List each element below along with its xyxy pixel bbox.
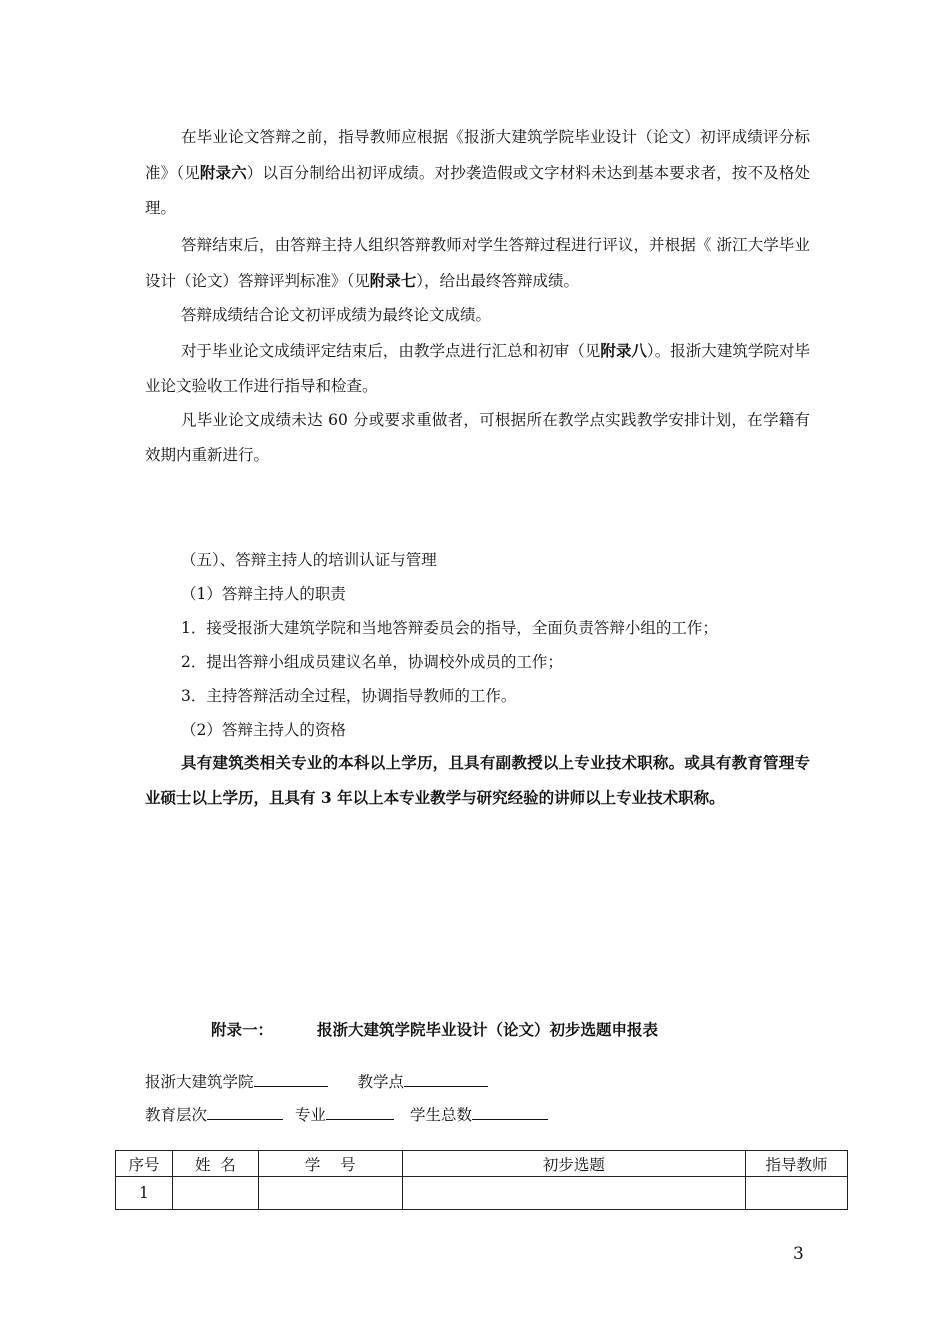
form-line-2	[145, 1103, 548, 1125]
school-blank[interactable]	[254, 1070, 328, 1087]
paragraph-text: 答辩成绩结合论文初评成绩为最终论文成绩。	[181, 306, 492, 324]
site-label: 教学点	[357, 1073, 405, 1091]
header-advisor: 指导教师	[746, 1151, 848, 1177]
paragraph-text: ）。报浙大建筑学院对毕业论文验收工作进行指导和检查。	[145, 342, 810, 395]
cell-advisor[interactable]	[746, 1177, 848, 1210]
duty-item-1: 1．接受报浙大建筑学院和当地答辩委员会的指导，全面负责答辩小组的工作；	[181, 619, 718, 637]
page-number: 3	[793, 1244, 804, 1264]
site-blank[interactable]	[404, 1070, 488, 1087]
header-student-id: 学 号	[258, 1151, 402, 1177]
level-label: 教育层次	[145, 1106, 208, 1124]
cell-name[interactable]	[172, 1177, 258, 1210]
cell-student-id[interactable]	[258, 1177, 402, 1210]
appendix-ref: 附录八	[600, 341, 647, 360]
paragraph-text: 答辩结束后，由答辩主持人组织答辩教师对学生答辩过程进行评议，并根据《 浙江大学毕业设计（论文）答辩评判标准》（见	[145, 236, 810, 290]
appendix-heading	[211, 1018, 658, 1040]
appendix-label: 附录一：	[211, 1020, 274, 1039]
paragraph-initial-grading	[145, 120, 810, 226]
level-blank[interactable]	[207, 1103, 283, 1120]
header-index: 序号	[116, 1151, 173, 1177]
total-label: 学生总数	[410, 1106, 473, 1124]
paragraph-redo	[145, 403, 810, 473]
school-label: 报浙大建筑学院	[145, 1073, 254, 1091]
form-line-1	[145, 1070, 488, 1092]
paragraph-text: 凡毕业论文成绩未达 60 分或要求重做者，可根据所在教学点实践教学安排计划，在学籍有效期内重新进行。	[145, 411, 810, 464]
paragraph-combined-score	[145, 298, 810, 333]
qualification-text: 具有建筑类相关专业的本科以上学历，且具有副教授以上专业技术职称。或具有教育管理专业硕士以上学历，且具有 3 年以上本专业教学与研究经验的讲师以上专业技术职称。	[145, 753, 810, 807]
subsection-duties: （1）答辩主持人的职责	[181, 585, 346, 603]
paragraph-summary-review	[145, 333, 810, 404]
header-topic: 初步选题	[402, 1151, 745, 1177]
duty-item-2: 2．提出答辩小组成员建议名单，协调校外成员的工作；	[181, 653, 563, 671]
table-header-row	[116, 1151, 848, 1177]
paragraph-final-grading	[145, 228, 810, 299]
appendix-title: 报浙大建筑学院毕业设计（论文）初步选题申报表	[317, 1020, 659, 1039]
header-name: 姓 名	[172, 1151, 258, 1177]
paragraph-text: 在毕业论文答辩之前，指导教师应根据《报浙大建筑学院毕业设计（论文）初评成绩评分标准》（见	[145, 128, 810, 182]
total-blank[interactable]	[472, 1103, 548, 1120]
paragraph-text: ），给出最终答辩成绩。	[416, 272, 580, 290]
cell-topic[interactable]	[402, 1177, 745, 1210]
subsection-qualifications: （2）答辩主持人的资格	[181, 721, 346, 739]
paragraph-text: 对于毕业论文成绩评定结束后，由教学点进行汇总和初审（见	[181, 342, 601, 360]
topic-table	[115, 1150, 848, 1210]
appendix-ref: 附录七	[369, 271, 417, 290]
appendix-ref: 附录六	[199, 163, 247, 182]
major-blank[interactable]	[326, 1103, 394, 1120]
duty-item-3: 3．主持答辩活动全过程，协调指导教师的工作。	[181, 687, 517, 705]
table-row	[116, 1177, 848, 1210]
paragraph-text: ）以百分制给出初评成绩。对抄袭造假或文字材料未达到基本要求者，按不及格处理。	[145, 164, 810, 217]
major-label: 专业	[295, 1106, 327, 1124]
section-heading: （五）、答辩主持人的培训认证与管理	[181, 551, 437, 569]
cell-index: 1	[116, 1177, 173, 1210]
